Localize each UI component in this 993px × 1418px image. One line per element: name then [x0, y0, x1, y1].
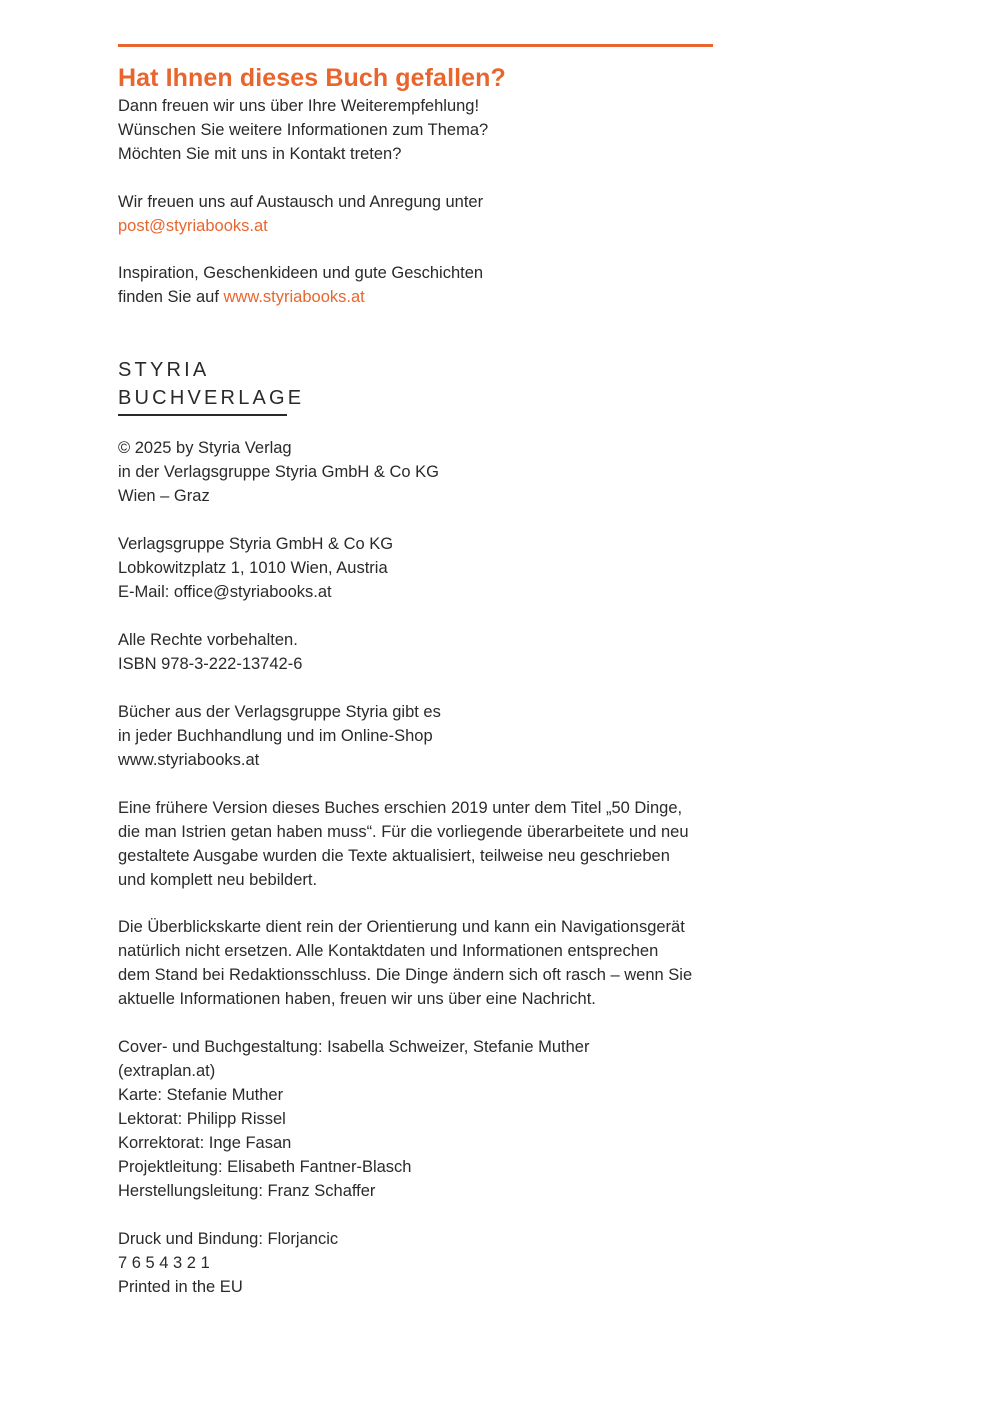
publisher-logo [118, 356, 305, 412]
promo-line: Dann freuen wir uns über Ihre Weiterempfehlung! [118, 97, 480, 115]
rights-line: Alle Rechte vorbehalten. [118, 631, 298, 649]
edition-note-line: gestaltete Ausgabe wurden die Texte aktualisiert, teilweise neu geschrieben [118, 847, 670, 865]
availability-line: in jeder Buchhandlung und im Online-Shop [118, 727, 433, 745]
promo-contact-text: Wir freuen uns auf Austausch und Anregung unter [118, 193, 484, 211]
availability-url: www.styriabooks.at [118, 751, 260, 769]
promo-inspiration-text: Inspiration, Geschenkideen und gute Geschichten [118, 264, 484, 282]
credit-line: Cover- und Buchgestaltung: Isabella Schweizer, Stefanie Muther [118, 1038, 590, 1056]
address-block [118, 532, 393, 604]
address-email: E-Mail: office@styriabooks.at [118, 583, 332, 601]
rights-block [118, 628, 302, 676]
edition-note-line: Eine frühere Version dieses Buches erschien 2019 unter dem Titel „50 Dinge, [118, 799, 683, 817]
edition-note-line: die man Istrien getan haben muss“. Für die vorliegende überarbeitete und neu [118, 823, 689, 841]
disclaimer-line: aktuelle Informationen haben, freuen wir uns über eine Nachricht. [118, 990, 596, 1008]
credit-line: Herstellungsleitung: Franz Schaffer [118, 1182, 376, 1200]
print-run-line: 7 6 5 4 3 2 1 [118, 1254, 210, 1272]
promo-headline: Hat Ihnen dieses Buch gefallen? [118, 64, 506, 92]
address-line: Verlagsgruppe Styria GmbH & Co KG [118, 535, 394, 553]
isbn-line: ISBN 978-3-222-13742-6 [118, 655, 303, 673]
availability-line: Bücher aus der Verlagsgruppe Styria gibt es [118, 703, 441, 721]
promo-inspiration [118, 261, 483, 309]
copyright-block [118, 436, 439, 508]
promo-website-line [118, 285, 483, 309]
print-origin-line: Printed in the EU [118, 1278, 243, 1296]
promo-intro [118, 94, 488, 166]
disclaimer-line: natürlich nicht ersetzen. Alle Kontaktdaten und Informationen entsprechen [118, 942, 659, 960]
credit-line: Projektleitung: Elisabeth Fantner-Blasch [118, 1158, 412, 1176]
promo-line: Wünschen Sie weitere Informationen zum Thema? [118, 121, 489, 139]
promo-line: Möchten Sie mit uns in Kontakt treten? [118, 145, 402, 163]
edition-note-line: und komplett neu bebildert. [118, 871, 318, 889]
logo-line-styria: STYRIA [118, 359, 210, 381]
contact-email-link[interactable]: post@styriabooks.at [118, 217, 268, 235]
promo-website-prefix: finden Sie auf [118, 288, 224, 306]
promo-contact [118, 190, 483, 238]
copyright-line: © 2025 by Styria Verlag [118, 439, 292, 457]
credits-block [118, 1035, 589, 1203]
disclaimer-line: Die Überblickskarte dient rein der Orientierung und kann ein Navigationsgerät [118, 918, 685, 936]
print-block [118, 1227, 338, 1299]
disclaimer-block [118, 915, 692, 1011]
credit-line: Karte: Stefanie Muther [118, 1086, 284, 1104]
logo-line-buchverlage: BUCHVERLAGE [118, 387, 305, 409]
credit-line: Lektorat: Philipp Rissel [118, 1110, 286, 1128]
edition-note-block [118, 796, 689, 892]
logo-underline [118, 414, 287, 416]
credit-line: Korrektorat: Inge Fasan [118, 1134, 292, 1152]
address-line: Lobkowitzplatz 1, 1010 Wien, Austria [118, 559, 388, 577]
availability-block [118, 700, 441, 772]
website-link[interactable]: www.styriabooks.at [223, 288, 365, 306]
copyright-line: in der Verlagsgruppe Styria GmbH & Co KG [118, 463, 439, 481]
copyright-line: Wien – Graz [118, 487, 210, 505]
disclaimer-line: dem Stand bei Redaktionsschluss. Die Dinge ändern sich oft rasch – wenn Sie [118, 966, 693, 984]
credit-line: (extraplan.at) [118, 1062, 216, 1080]
top-divider [118, 44, 713, 47]
print-line: Druck und Bindung: Florjancic [118, 1230, 339, 1248]
